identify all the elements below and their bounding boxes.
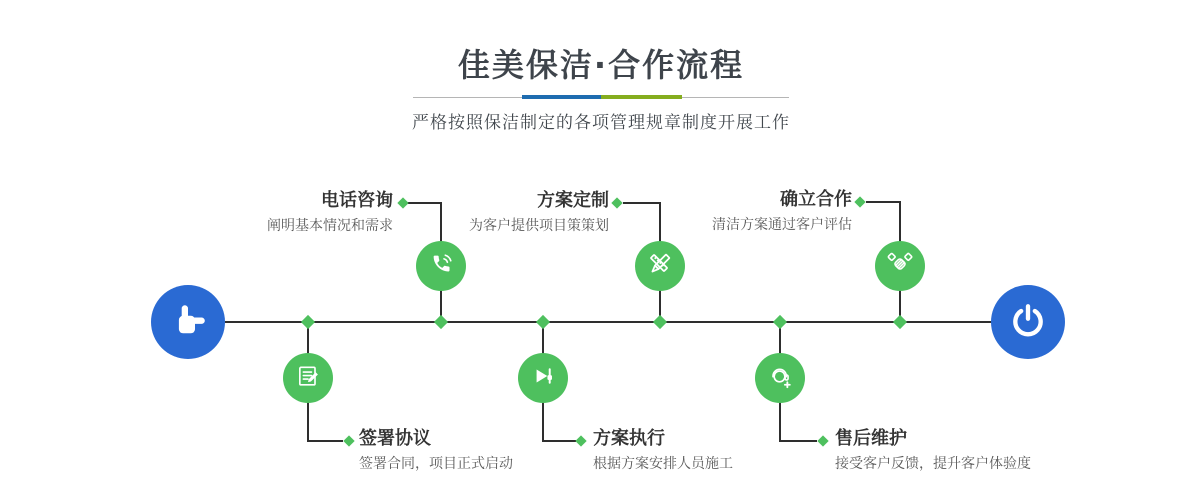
label-diamond bbox=[817, 435, 828, 446]
step-node-plan bbox=[635, 241, 685, 291]
timeline-diamond bbox=[536, 315, 550, 329]
pencil-ruler-icon bbox=[646, 250, 674, 282]
step-node-execute bbox=[518, 353, 568, 403]
label-diamond bbox=[575, 435, 586, 446]
step-node-phone bbox=[416, 241, 466, 291]
step-label-plan bbox=[469, 188, 609, 238]
connector-horizontal bbox=[623, 202, 660, 204]
step-desc: 清洁方案通过客户评估 bbox=[712, 217, 852, 233]
step-title: 方案执行 bbox=[593, 428, 665, 449]
timeline-diamond bbox=[893, 315, 907, 329]
label-diamond bbox=[397, 197, 408, 208]
label-diamond bbox=[611, 197, 622, 208]
power-icon bbox=[1008, 300, 1048, 344]
pointing-hand-icon bbox=[167, 299, 209, 345]
step-desc: 根据方案安排人员施工 bbox=[593, 456, 733, 472]
timeline-diamond bbox=[653, 315, 667, 329]
label-diamond bbox=[854, 196, 865, 207]
step-title: 电话咨询 bbox=[321, 190, 393, 211]
step-node-cooperate bbox=[875, 241, 925, 291]
connector-horizontal bbox=[307, 440, 343, 442]
step-label-aftersale bbox=[835, 426, 1031, 476]
play-next-icon bbox=[529, 362, 557, 394]
timeline-line bbox=[225, 321, 992, 323]
step-label-cooperate bbox=[712, 187, 852, 237]
step-node-aftersale bbox=[755, 353, 805, 403]
connector-horizontal bbox=[542, 440, 576, 442]
timeline-diamond bbox=[773, 315, 787, 329]
step-title: 签署协议 bbox=[359, 428, 431, 449]
connector-horizontal bbox=[407, 202, 441, 204]
step-title: 方案定制 bbox=[537, 190, 609, 211]
step-title: 售后维护 bbox=[835, 428, 907, 449]
step-desc: 签署合同，项目正式启动 bbox=[359, 456, 513, 472]
connector-horizontal bbox=[866, 201, 900, 203]
step-desc: 为客户提供项目策策划 bbox=[469, 218, 609, 234]
page-title: 佳美保洁·合作流程 bbox=[457, 46, 745, 84]
label-diamond bbox=[343, 435, 354, 446]
start-node bbox=[151, 285, 225, 359]
phone-icon bbox=[427, 250, 455, 282]
step-label-sign bbox=[359, 426, 513, 476]
step-node-sign bbox=[283, 353, 333, 403]
handshake-icon bbox=[886, 250, 914, 282]
step-title: 确立合作 bbox=[780, 189, 852, 210]
contract-pen-icon bbox=[294, 362, 322, 394]
title-divider bbox=[413, 95, 789, 100]
timeline-diamond bbox=[301, 315, 315, 329]
step-desc: 阐明基本情况和需求 bbox=[267, 218, 393, 234]
page-subtitle: 严格按照保洁制定的各项管理规章制度开展工作 bbox=[412, 113, 790, 133]
connector-horizontal bbox=[779, 440, 817, 442]
step-label-phone bbox=[267, 188, 393, 238]
step-label-execute bbox=[593, 426, 733, 476]
headset-plus-icon bbox=[766, 362, 794, 394]
step-desc: 接受客户反馈，提升客户体验度 bbox=[835, 456, 1031, 472]
timeline-diamond bbox=[434, 315, 448, 329]
end-node bbox=[991, 285, 1065, 359]
